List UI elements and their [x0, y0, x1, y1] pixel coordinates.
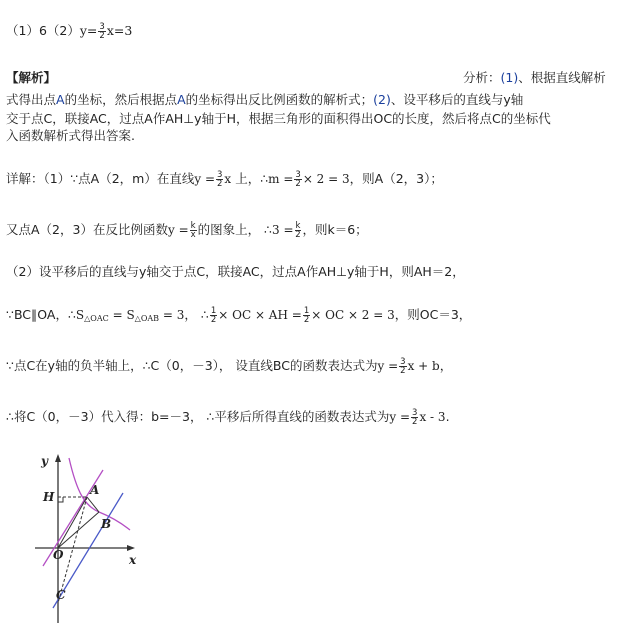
analysis-text-1: 、根据直线解析 [518, 70, 606, 85]
solution-step-6: ∴将C（0，－3）代入得：b=－3， ∴平移后所得直线的函数表达式为y = $\frac{3}{2}$ x - 3. [6, 408, 450, 427]
analysis-mark-1: (1) [500, 70, 519, 85]
point-A-ref: A [177, 92, 186, 107]
label-C: C [56, 588, 66, 602]
analysis-label-row [463, 69, 606, 87]
label-B: B [101, 517, 112, 531]
answer-eq-lhs: y= [79, 23, 98, 38]
solution-step-4: ∵BC∥OA，$\therefore S_{\triangle OAC} = S_{\triangle OAB} = 3$， ∴ $\frac{1}{2}$ × OC × AH = $\frac{1}{2}$ × OC × 2 = 3，则OC＝3， [6, 306, 472, 325]
answer-eq-rhs: x=3 [106, 23, 133, 38]
answer-prefix: （1）6（2） [6, 23, 80, 38]
coordinate-figure [25, 448, 175, 633]
analysis-line-2: 式得出点A的坐标，然后根据点A的坐标得出反比例函数的解析式；(2)、设平移后的直线与y轴 [6, 92, 524, 107]
y-axis-arrow [55, 454, 61, 462]
point-A-ref: A [56, 92, 65, 107]
answer-line [6, 22, 132, 40]
label-H: H [43, 490, 55, 504]
solution-step-1: 详解：（1）∵点A（2，m）在直线y = $\frac{3}{2}$ x 上，∴m = $\frac{3}{2}$ × 2 = 3，则A（2，3）； [6, 170, 443, 189]
analysis-line-3: 交于点C，联接AC，过点A作AH⊥y轴于H，根据三角形的面积得出OC的长度，然后将点C的坐标代 [6, 111, 551, 126]
label-O: O [53, 548, 64, 562]
x-axis-arrow [127, 545, 135, 551]
analysis-label: 分析： [463, 70, 501, 85]
solution-step-3: （2）设平移后的直线与y轴交于点C，联接AC，过点A作AH⊥y轴于H，则AH＝2， [6, 264, 465, 279]
segment-OA [58, 497, 87, 548]
right-angle-marker [58, 497, 63, 502]
label-A: A [90, 483, 100, 497]
solution-step-2: 又点A（2，3）在反比例函数y = $\frac{k}{x}$ 的图象上， ∴3 = $\frac{k}{2}$ ，则k＝6； [6, 221, 368, 240]
analysis-line-4: 入函数解析式得出答案. [6, 128, 135, 143]
answer-fraction: $\frac{3}{2}$ [99, 22, 105, 41]
hyperbola-curve [69, 458, 130, 530]
label-x: x [129, 553, 137, 567]
analysis-heading: 【解析】 [6, 70, 57, 85]
label-y: y [41, 454, 48, 468]
solution-step-5: ∵点C在y轴的负半轴上，∴C（0，－3）， 设直线BC的函数表达式为y = $\frac{3}{2}$ x + b， [6, 357, 453, 376]
analysis-mark-2: (2) [373, 92, 391, 107]
